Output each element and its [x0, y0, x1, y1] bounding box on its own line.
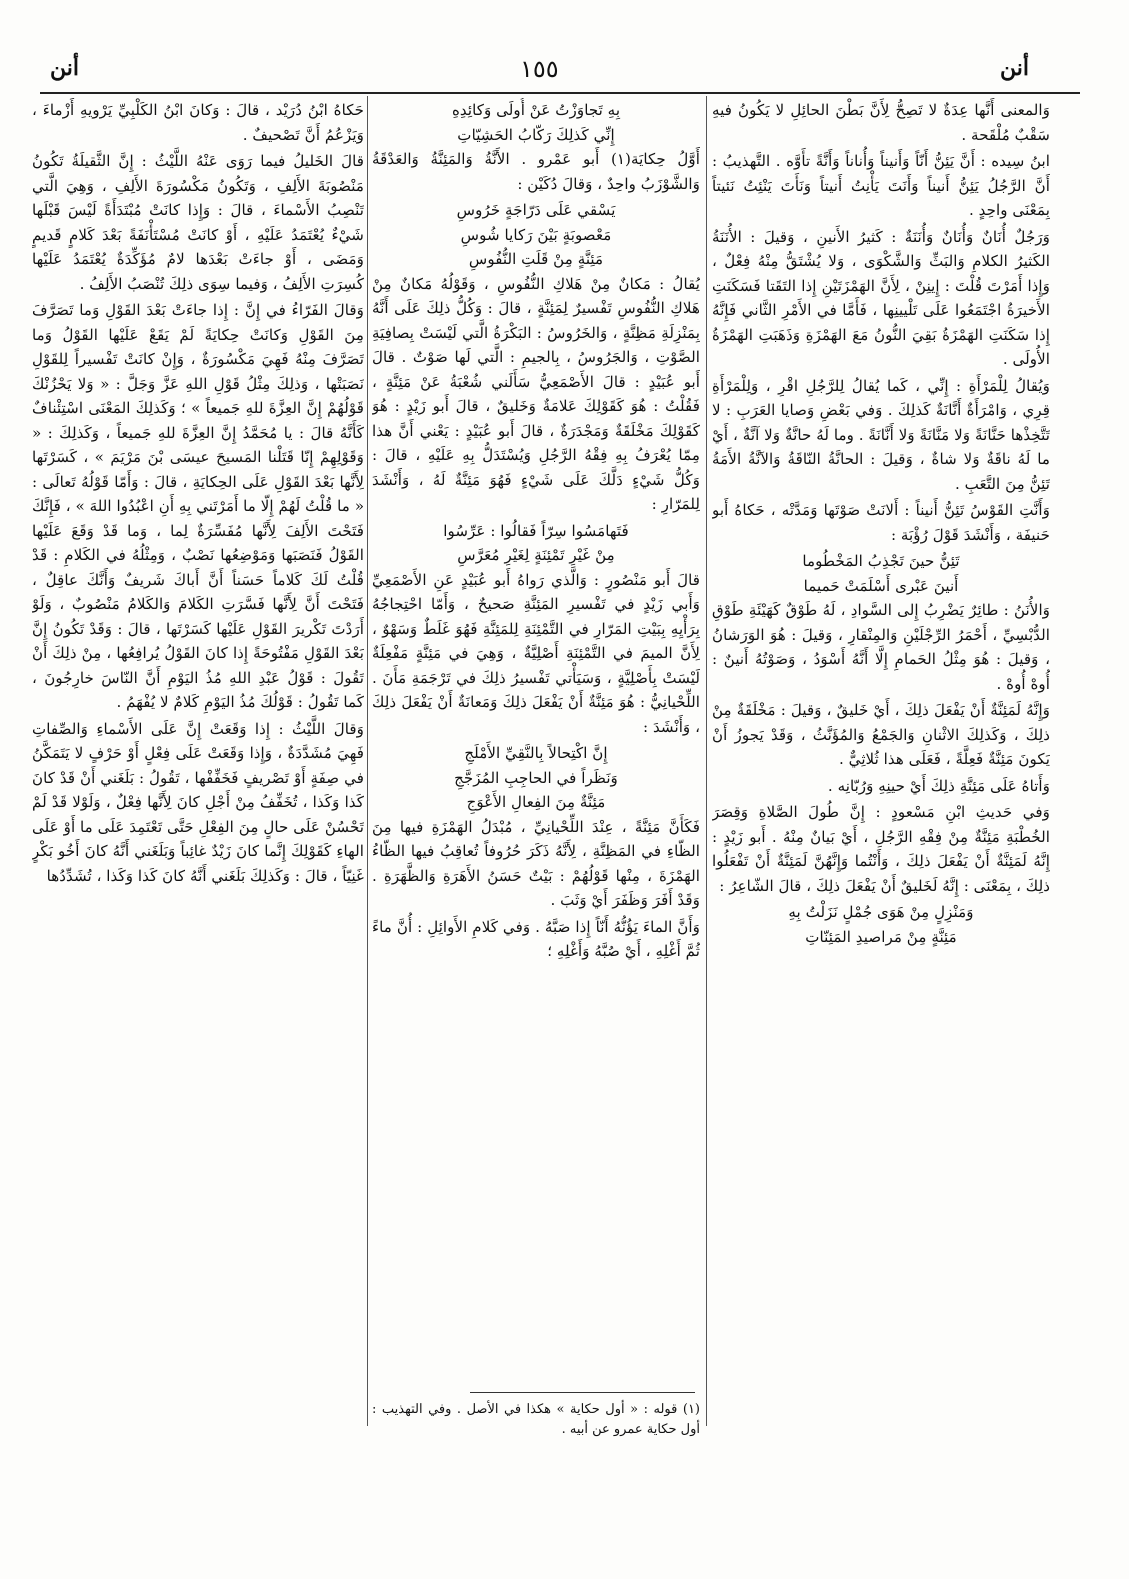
paragraph: وَأَنَّ الماءَ يَؤُنُّهُ أَنّاً إِذا صَبَّهُ . وَفي كَلامِ الأَوائِلِ : أُنَّ ماءً ثُمَّ أَغْلِهِ ، أَيْ صُبَّهُ وَأَغْلِهِ ؛ [372, 917, 700, 960]
verse-line: وَنَظَراً في الحاجِبِ المُزَجَّجِ [454, 768, 618, 787]
column-left [32, 98, 364, 1439]
column-separator [706, 96, 707, 1426]
footnote [372, 1400, 700, 1440]
paragraph: وَيُقالُ لِلْمَرْأَةِ : إِنِّي ، كَما يُقالُ لِلرَّجُلِ اقْرِ ، وَلِلْمَرْأَةِ قِرِي ، وَامْرَأَةٌ أَنَّانَةٌ كَذلِكَ . وَفي بَعْضِ وَصايا العَرَبِ : لا تَتَّخِذْها حَنَّانَةً وَلا مَنَّانَةً وَلا أَنَّانَةً . وما لَهُ حانَّةٌ وَلا آنَّةٌ ، أَيْ ما لَهُ ناقَةٌ وَلا شاةٌ ، وَقيلَ : الحانَّةُ النّاقَةُ وَالآنَّةُ الأَمَةُ تَئِنُّ مِنَ التَّعَبِ . [712, 376, 1050, 493]
header-root-left: أنن [50, 55, 79, 81]
paragraph: أَوَّلُ حِكايَة(١) أَبو عَمْرو . الأَنَّةُ وَالمَئِنَّةُ وَالعَدْقَةُ وَالشَّوْزَبُ واحِدٌ ، وَقالَ دُكَيْن : [372, 150, 700, 193]
header-root-right: أنن [1000, 55, 1029, 81]
verse-line: إِنِّي كَذلِكَ رَكّابُ الحَشِيّاتِ [457, 125, 615, 144]
paragraph: وَفي حَديثِ ابْنِ مَسْعودٍ : إِنَّ طُولَ الصَّلاةِ وَقِصَرَ الخُطْبَةِ مَئِنَّةٌ مِنْ فِقْهِ الرَّجُلِ ، أَيْ بَيانٌ مِنْهُ . أَبو زَيْدٍ : إِنَّهُ لَمَئِنَّةٌ أَنْ يَفْعَلَ ذلِكَ ، وَأَنْتُما وَإِنَّهُنَّ لَمَئِنَّةٌ أَنْ تَفْعَلُوا ذلِكَ ، بِمَعْنَى : إِنَّهُ لَخَليقٌ أَنْ يَفْعَلَ ذلِكَ ، قالَ الشّاعِرُ : [712, 803, 1050, 895]
verse-line: يَسْقي عَلَى دَرّاجَةٍ خَرُوسِ [456, 201, 616, 219]
verse-line: إِنَّ اكْتِحالاً بِالنَّقِيِّ الأَمْلَجِ [464, 744, 608, 762]
paragraph: ابنُ سِيده : أَنَّ يَئِنُّ أَنّاً وَأَنيناً وَأُناناً وَأَنَّةً تأَوَّه . التَّهذيبُ : أَنَّ الرَّجُلُ يَئِنُّ أَنيناً وَأَنَتَ يَأْنِتُ أَنيتاً وَنَأَتَ يَنْئِتُ نَئيتاً بِمَعْنَى واحِدٍ . [712, 152, 1050, 219]
verse-line: أَنينَ عَبْرى أَسْلَمَتْ حَميما [803, 576, 959, 595]
paragraph: وَقالَ الفَرّاءُ في إِنَّ : إِذا جاءَتْ بَعْدَ القَوْلِ وَما تَصَرَّفَ مِنَ القَوْلِ وَكانَتْ حِكايَةً لَمْ يَقَعْ عَلَيْها القَوْلُ وَما تَصَرَّفَ مِنْهُ فَهِيَ مَكْسُورَةٌ ، وَإِنْ كانَتْ تَفْسيراً لِلقَوْلِ نَصَبَتْها ، وَذلِكَ مِثْلُ قَوْلِ اللهِ عَزَّ وَجَلَّ : « وَلا يَحْزُنْكَ قَوْلُهُمْ إِنَّ العِزَّةَ للهِ جَميعاً » ؛ وَكَذلِكَ المَعْنَى اسْتِئْنافٌ كَأَنَّهُ قالَ : يا مُحَمَّدُ إِنَّ العِزَّةَ للهِ جَميعاً ، وَكَذلِكَ : « وَقَوْلِهِمْ إِنّا قَتَلْنا المَسيحَ عيسَى بْنَ مَرْيَمَ » ، كَسَرْتَها لِأَنَّها بَعْدَ القَوْلِ عَلَى الحِكايَةِ ، قالَ : وَأَمّا قَوْلُهُ تَعالَى : « ما قُلْتُ لَهُمْ إِلّا ما أَمَرْتَني بِهِ أَنِ اعْبُدُوا اللهَ » ، فَإِنَّكَ فَتَحْتَ الأَلِفَ لِأَنَّها مُفَسِّرَةٌ لِما ، وَما قَدْ وَقَعَ عَلَيْها القَوْلُ فَنَصَبَها وَمَوْضِعُها نَصْبٌ ، وَمِثْلُهُ في الكَلامِ : قَدْ قُلْتُ لَكَ كَلاماً حَسَناً أَنَّ أَباكَ شَريفٌ وَأَنَّكَ عاقِلٌ ، فَتَحْتَ أَنَّ لِأَنَّها فَسَّرَتِ الكَلامَ وَالكَلامُ مَنْصُوبٌ ، وَلَوْ أَرَدْتَ تَكْريرَ القَوْلِ عَلَيْها كَسَرْتَها ، قالَ : وَقَدْ تَكُونُ إِنَّ بَعْدَ القَوْلِ مَفْتُوحَةً إِذا كانَ القَوْلُ يُرافِعُها ، مِنْ ذلِكَ أَنْ تَقُولَ : قَوْلُ عَبْدِ اللهِ مُذُ اليَوْمِ أَنَّ النّاسَ خارِجُونَ ، كَما تَقُولُ : قَوْلُكَ مُذُ اليَوْمِ كَلامٌ لا يُفْهَمُ . [32, 301, 364, 711]
paragraph: قالَ أَبو مَنْصُورٍ : وَالَّذي رَواهُ أَبو عُبَيْدٍ عَنِ الأَصْمَعِيِّ وَأَبي زَيْدٍ في تَفْسيرِ المَئِنَّةِ صَحيحٌ ، وَأَمّا احْتِجاجُهُ بِرَأْيِهِ بِبَيْتِ المَرّارِ في التَّمْئِنَةِ لِلمَئِنَّةِ فَهُوَ غَلَطٌ وَسَهْوٌ ، لِأَنَّ الميمَ في التَّمْئِنَةِ أَصْلِيَّةٌ ، وَهِيَ في مَئِنَّةٍ مَفْعِلَةٌ لَيْسَتْ بِأَصْلِيَّةٍ ، وَسَيَأْتي تَفْسيرُ ذلِكَ في تَرْجَمَةِ مَأَنَ . اللِّحْيانِيُّ : هُوَ مَئِنَّةٌ أَنْ يَفْعَلَ ذلِكَ وَمَعانَةٌ أَنْ يَفْعَلَ ذلِكَ ، وَأَنْشَدَ : [372, 570, 700, 736]
paragraph: حَكاهُ ابْنُ دُرَيْد ، قالَ : وَكانَ ابْنُ الكَلْبِيِّ يَرْويهِ أَزْماءَ ، وَيَزْعُمُ أَنَّ تَصْحيفٌ . [32, 101, 364, 144]
verse-line: مَئِنَّةٍ مِنْ مَراصيدِ المَئِنّاتِ [805, 927, 957, 946]
paragraph: وَالأُنَنُ : طائِرٌ يَضْرِبُ إِلى السَّوادِ ، لَهُ طَوْقٌ كَهَيْئَةِ طَوْقِ الدُّبْسِيِّ ، أَحْمَرُ الرِّجْلَيْنِ وَالمِنْقارِ ، وَقيلَ : هُوَ الوَرَشانُ ، وَقيلَ : هُوَ مِثْلُ الحَمامِ إِلَّا أَنَّهُ أَسْوَدُ ، وَصَوْتُهُ أَنينٌ : أُوهْ أُوهْ . [712, 601, 1050, 693]
verse-line: مَعْصوبَةٍ بَيْنَ رَكايا شُوسِ [460, 225, 612, 244]
footnote-rule [470, 1392, 695, 1393]
page-number: ١٥٥ [520, 55, 559, 83]
paragraph: وَأَتاهُ عَلَى مَئِنَّةِ ذلِكَ أَيْ حينِهِ وَرُبّانِه . [827, 776, 1050, 795]
header-rule [40, 92, 1080, 94]
paragraph: وَإِنَّهُ لَمَئِنَّةٌ أَنْ يَفْعَلَ ذلِكَ ، أَيْ خَليقٌ ، وَقيلَ : مَخْلَقَةٌ مِنْ ذلِكَ ، وَكَذلِكَ الاثْنانِ وَالجَمْعُ وَالمُؤَنَّثُ ، وَقَدْ يَجوزُ أَنْ يَكونَ مَئِنَّةٌ فَعِلَّةً ، فَعَلَى هذا ثُلاثِيٌّ . [712, 701, 1050, 768]
paragraph: يُقالُ : مَكانٌ مِنْ هَلاكِ النُّفُوسِ ، وَقَوْلُهُ مَكانٌ مِنْ هَلاكِ النُّفُوسِ تَفْسيرٌ لِمَئِنَّةٍ ، قالَ : وَكُلُّ ذلِكَ عَلَى أَنَّهُ بِمَنْزِلَةِ مَظِنَّةٍ ، وَالخَرُوسُ : البَكْرَةُ الَّتي لَيْسَتْ بِصافِيَةِ الصَّوْتِ ، وَالجَرُوسُ ، بِالجيمِ : الَّتي لَها صَوْتٌ . قالَ أَبو عُبَيْدٍ : قالَ الأَصْمَعِيُّ سَأَلَني شُعْبَةُ عَنْ مَئِنَّةٍ ، فَقُلْتُ : هُوَ كَقَوْلِكَ عَلامَةٌ وَخَليقٌ ، قالَ أَبو زَيْدٍ : هُوَ كَقَوْلِكَ مَخْلَقَةٌ وَمَجْدَرَةٌ ، قالَ أَبو عُبَيْدٍ : يَعْني أَنَّ هذا مِمّا يُعْرَفُ بِهِ فِقْهُ الرَّجُلِ وَيُسْتَدَلُّ بِهِ عَلَيْهِ ، قالَ : وَكُلُّ شَيْءٍ دَلَّكَ عَلَى شَيْءٍ فَهُوَ مَئِنَّةٌ لَهُ ، وَأَنْشَدَ لِلمَرّارِ : [372, 274, 700, 513]
column-middle [372, 98, 700, 1439]
paragraph: وَأَنَّتِ القَوْسُ تَئِنُّ أَنيناً : أَلانَتْ صَوْتَها وَمَدَّتْه ، حَكاهُ أَبو حَنيفَة ، وَأَنْشَدَ قَوْلَ رُؤْبَة : [712, 501, 1050, 544]
verse-line: وَمَنْزِلٍ مِنْ هَوَى جُمْلٍ نَزَلْتُ بِهِ [788, 903, 974, 921]
column-right [712, 98, 1050, 1439]
paragraph: وَرَجُلٌ أُنَانٌ وَأُنَانٌ وَأُنَنَةٌ : كَثيرُ الأَنينِ ، وَقيلَ : الأُنَنَةُ الكَثيرُ الكلامِ وَالبَثِّ وَالشَّكْوَى ، وَلا يُشْتَقُّ مِنْهُ فِعْلٌ ، وَإِذا أَمَرْتَ قُلْتَ : إِينِنْ ، لِأَنَّ الهَمْزَتَيْنِ إِذا التَقَتا فَسَكَنَتِ الأَخيرَةُ اجْتَمَعُوا عَلَى تَلْيينِها ، فَأَمَّا في الأَمْرِ الثَّاني فَإِنَّهُ إِذا سَكَنَتِ الهَمْزَةُ بَقِيَ النُّونُ مَعَ الهَمْزَةِ وَذَهَبَتِ الهَمْزَةُ الأُولَى . [712, 227, 1050, 368]
verse-line: مَئِنَّةٍ مِنْ قَلَتِ النُّفُوسِ [468, 250, 604, 268]
verse-line: مِنْ غَيْرِ تَمْئِنَةٍ لِغَيْرِ مُعَرَّسِ [457, 546, 615, 564]
verse-line: فَتَهامَسُوا سِرّاً فَقالُوا : عَرِّسُوا [443, 521, 629, 540]
verse-line: تَئِنُّ حينَ تَجْذِبُ المَخْطُوما [802, 552, 960, 570]
verse-line: مَئِنَّةٌ مِنَ الفِعالِ الأَعْوَجِ [466, 793, 606, 811]
footnote-text: (١) قوله : « أول حكاية » هكذا في الأصل . وفي التهذيب : أول حكاية عمرو عن أبيه . [372, 1402, 700, 1437]
paragraph: وَقالَ اللَّيْثُ : إِذا وَقَعَتْ إِنَّ عَلَى الأَسْماءِ وَالصِّفاتِ فَهِيَ مُشَدَّدَةٌ ، وَإِذا وَقَعَتْ عَلَى فِعْلٍ أَوْ حَرْفٍ لا يَتَمَكَّنُ في صِفَةٍ أَوْ تَصْريفٍ فَخَفِّفْها ، تَقُولُ : بَلَغَني أَنْ قَدْ كانَ كَذا وَكَذا ، تُخَفِّفُ مِنْ أَجْلِ كانَ لِأَنَّها فِعْلٌ ، وَلَوْلا قَدْ لَمْ تَحْسُنْ عَلَى حالٍ مِنَ الفِعْلِ حَتَّى تَعْتَمِدَ عَلَى ما أَوْ عَلَى الهاءِ كَقَوْلِكَ إِنَّما كانَ زَيْدٌ غائِباً وَبَلَغَني أَنَّهُ كانَ أَخُو بَكْرٍ غَنِيّاً ، قالَ : وَكَذلِكَ بَلَغَني أَنَّهُ كانَ كَذا وَكَذا ، تُشَدِّدُها [32, 719, 364, 885]
paragraph: فَكَأَنَّ مَئِنَّةً ، عِنْدَ اللِّحْيانِيِّ ، مُبْدَلُ الهَمْزَةِ فيها مِنَ الظّاءِ في المَظِنَّةِ ، لِأَنَّهُ ذَكَرَ حُرُوفاً تُعاقِبُ فيها الظّاءُ الهَمْزَةَ ، مِنْها قَوْلُهُمْ : بَيْتٌ حَسَنُ الأَهَرَةِ وَالظَّهَرَةِ . وَقَدْ أَفَرَ وَظَفَرَ أَيْ وَثَبَ . [372, 817, 700, 909]
paragraph: قالَ الخَليلُ فيما رَوَى عَنْهُ اللَّيْثُ : إِنَّ الثَّقيلَةُ تَكُونُ مَنْصُوبَةَ الأَلِفِ ، وَتَكُونُ مَكْسُورَةَ الأَلِفِ ، وَهِيَ الَّتي تَنْصِبُ الأَسْماءَ ، قالَ : وَإِذا كانَتْ مُبْتَدَأَةً لَيْسَ قَبْلَها شَيْءٌ يُعْتَمَدُ عَلَيْهِ ، أَوْ كانَتْ مُسْتَأْنَفَةً بَعْدَ كَلامٍ قَديمٍ وَمَضَى ، أَوْ جاءَتْ بَعْدَها لامٌ مُؤَكِّدَةٌ يُعْتَمَدُ عَلَيْها كُسِرَتِ الأَلِفُ ، وَفيما سِوَى ذلِكَ تُنْصَبُ الأَلِفُ . [32, 152, 364, 293]
verse-line: بِهِ تَجاوَزْتُ عَنْ أُولَى وَكائِدِهِ [451, 101, 621, 119]
column-separator [367, 96, 368, 1426]
paragraph: وَالمعنى أَنَّها عِدَةٌ لا تَصِحُّ لِأَنَّ بَطْنَ الحائِلِ لا يَكُونُ فيهِ سَقْبٌ مُلْقَحة . [712, 101, 1050, 144]
